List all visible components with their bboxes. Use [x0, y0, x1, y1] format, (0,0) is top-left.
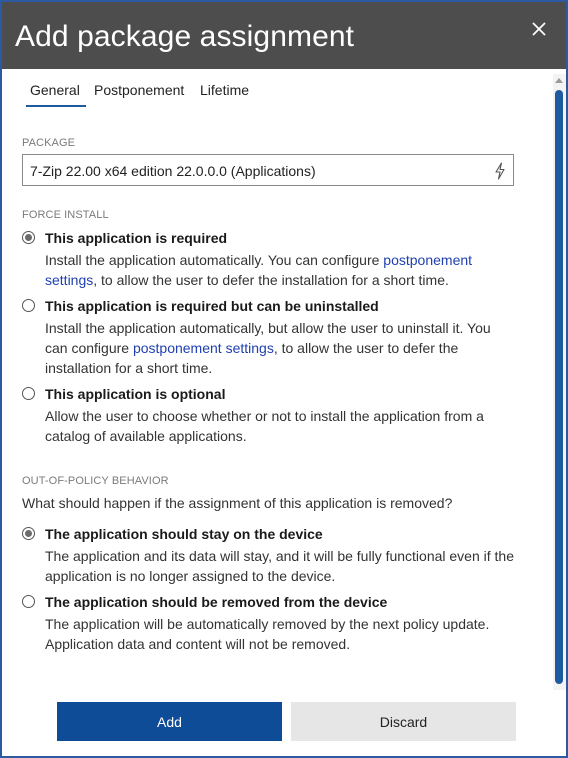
radio-remove-from-device[interactable]	[22, 595, 35, 608]
scroll-up-arrow-icon[interactable]	[555, 78, 563, 83]
out-of-policy-section-label: OUT-OF-POLICY BEHAVIOR	[22, 475, 169, 487]
option-description: The application will be automatically removed by the next policy update. Application data and content will not be removed.	[45, 616, 490, 652]
option-title: The application should be removed from the device	[45, 594, 388, 610]
option-title: The application should stay on the device	[45, 526, 323, 542]
dialog-title: Add package assignment	[15, 20, 355, 53]
package-field[interactable]	[22, 154, 514, 186]
close-icon[interactable]	[530, 20, 548, 38]
radio-required-uninstallable[interactable]	[22, 299, 35, 312]
radio-stay-on-device[interactable]	[22, 527, 35, 540]
out-of-policy-question: What should happen if the assignment of this application is removed?	[22, 495, 453, 511]
option-description: Allow the user to choose whether or not to install the application from a catalog of available applications.	[45, 408, 484, 444]
postponement-settings-link[interactable]: postponement settings	[132, 340, 274, 356]
option-description: Install the application automatically, but allow the user to uninstall it. You can configure postponement settings, to allow the user to defer the installation for a short time.	[45, 320, 491, 376]
lightning-bolt-icon[interactable]	[494, 162, 506, 180]
package-value: 7-Zip 22.00 x64 edition 22.0.0.0 (Applications)	[30, 163, 316, 179]
scrollbar-thumb[interactable]	[555, 90, 563, 684]
package-section-label: PACKAGE	[22, 137, 76, 149]
option-description: The application and its data will stay, and it will be fully functional even if the application is no longer assigned to the device.	[45, 548, 514, 584]
tab-lifetime[interactable]: Lifetime	[200, 82, 250, 98]
tab-general[interactable]: General	[30, 82, 80, 98]
vertical-scrollbar[interactable]	[553, 74, 566, 690]
option-title: This application is required but can be uninstalled	[45, 298, 379, 314]
option-description: Install the application automatically. You can configure postponement settings, to allow the user to defer the installation for a short time.	[45, 252, 473, 288]
add-button[interactable]: Add	[57, 702, 282, 741]
discard-button[interactable]: Discard	[291, 702, 516, 741]
option-title: This application is optional	[45, 386, 226, 402]
tab-postponement[interactable]: Postponement	[94, 82, 185, 98]
force-install-section-label: FORCE INSTALL	[22, 209, 109, 221]
postponement-settings-link[interactable]: postponement settings	[45, 252, 473, 288]
option-title: This application is required	[45, 230, 228, 246]
radio-optional[interactable]	[22, 387, 35, 400]
dialog-titlebar	[2, 2, 566, 69]
radio-required[interactable]	[22, 231, 35, 244]
